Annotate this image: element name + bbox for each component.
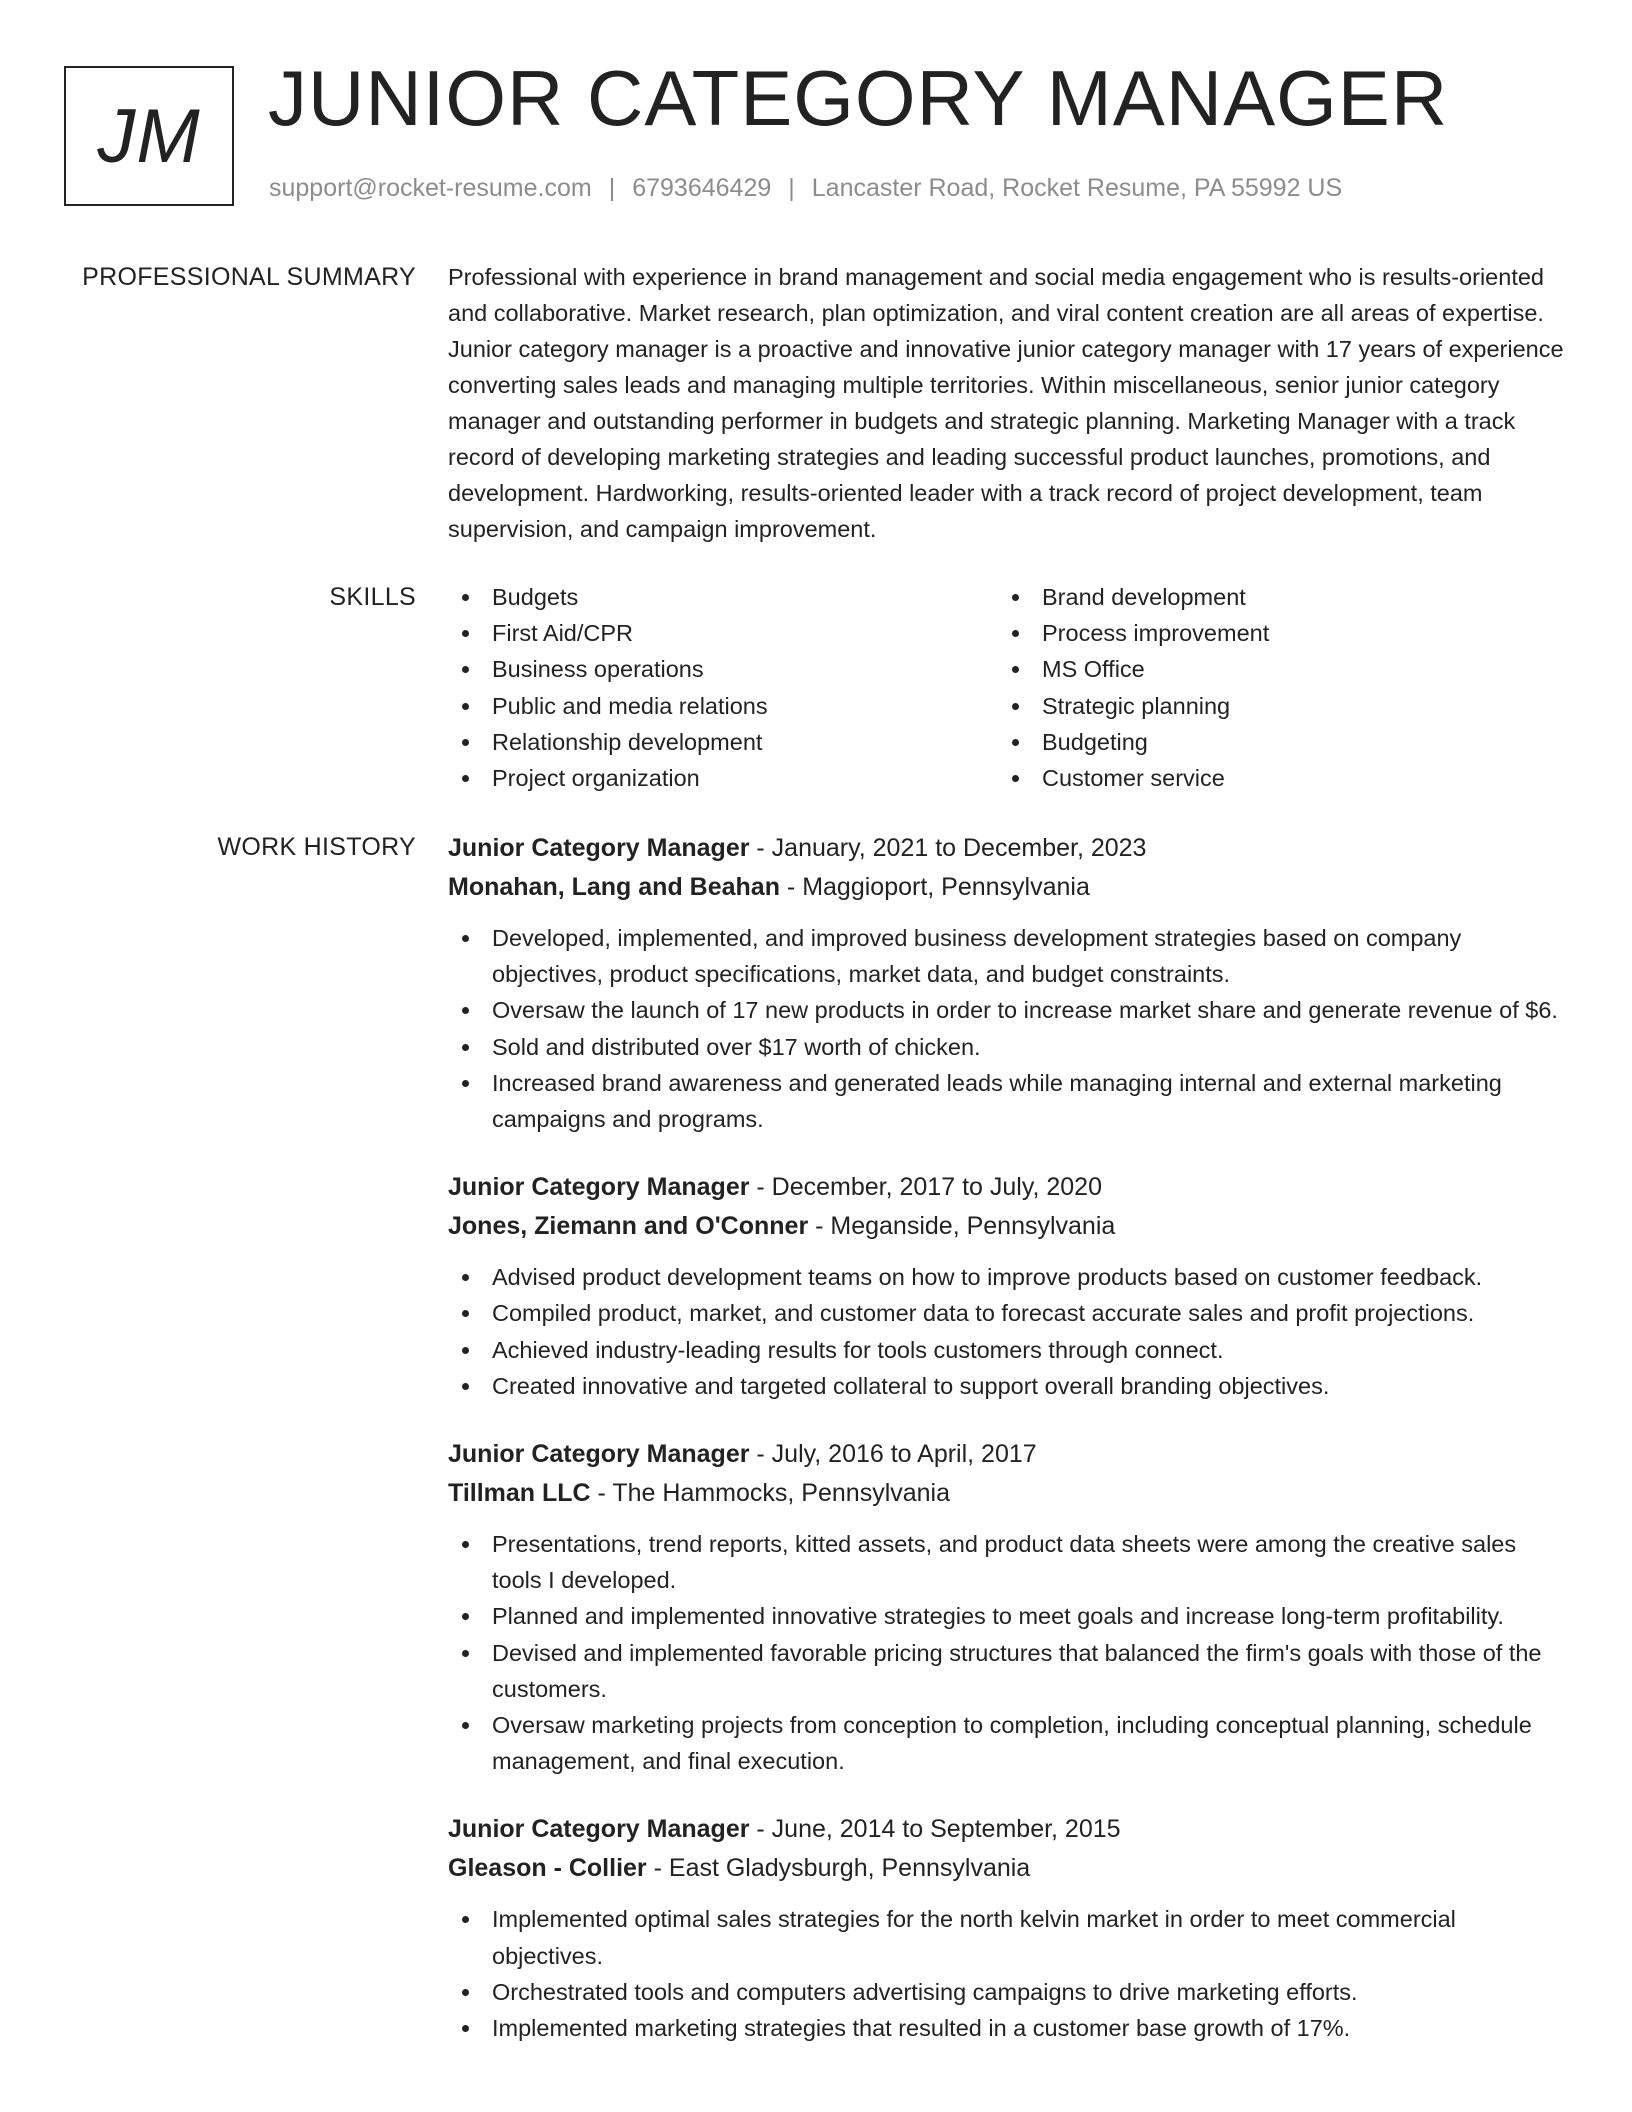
job-entry (448, 1435, 1564, 1779)
skill-item: Business operations (448, 651, 998, 687)
job-dates: - June, 2014 to September, 2015 (749, 1815, 1121, 1844)
job-bullet: Presentations, trend reports, kitted assets, and product data sheets were among the creative sales tools I developed. (448, 1526, 1564, 1598)
job-bullet: Advised product development teams on how to improve products based on customer feedback. (448, 1259, 1564, 1295)
job-company: Tillman LLC (448, 1479, 591, 1508)
monogram-box (64, 66, 234, 206)
job-title: Junior Category Manager (448, 834, 750, 862)
job-company-line (448, 1207, 1564, 1246)
summary-text: Professional with experience in brand management and social media engagement who is results-oriented and collaborative. Market research, plan optimization, and viral content creation are all areas of expertise. Junior category manager is a proactive and innovative junior category manager with 17 years of experience converting sales leads and managing multiple territories. Within miscellaneous, senior junior category manager and outstanding performer in budgets and strategic planning. Marketing Manager with a track record of developing marketing strategies and leading successful product launches, promotions, and development. Hardworking, results-oriented leader with a track record of project development, team supervision, and campaign improvement. (448, 264, 1564, 542)
job-entry (448, 1810, 1564, 2046)
skill-item: Strategic planning (998, 688, 1538, 724)
skill-item: MS Office (998, 651, 1538, 687)
job-company-line (448, 1474, 1564, 1513)
job-bullet: Achieved industry-leading results for tools customers through connect. (448, 1332, 1564, 1368)
monogram-initials: JM (97, 93, 201, 179)
job-dates: - July, 2016 to April, 2017 (749, 1440, 1037, 1469)
section-heading-work-history: WORK HISTORY (217, 833, 416, 861)
job-company: Jones, Ziemann and O'Conner (448, 1212, 809, 1241)
contact-separator: | (788, 174, 795, 202)
job-company: Monahan, Lang and Beahan (448, 873, 780, 901)
job-bullet: Devised and implemented favorable pricing structures that balanced the firm's goals with those of the customers. (448, 1635, 1564, 1707)
skills-column-left (448, 579, 998, 796)
job-bullets (448, 1901, 1564, 2046)
skills-column-right (998, 579, 1538, 796)
job-title-line (448, 829, 1564, 868)
job-bullets (448, 1526, 1564, 1779)
skill-item: Relationship development (448, 724, 998, 760)
job-bullet: Sold and distributed over $17 worth of chicken. (448, 1029, 1564, 1065)
job-dates: - December, 2017 to July, 2020 (749, 1173, 1102, 1202)
job-title: Junior Category Manager (448, 1173, 750, 1202)
job-dates: - January, 2021 to December, 2023 (749, 834, 1147, 862)
job-location: - Maggioport, Pennsylvania (779, 873, 1090, 901)
job-bullet: Planned and implemented innovative strategies to meet goals and increase long-term profitability. (448, 1598, 1564, 1634)
job-bullet: Implemented optimal sales strategies for the north kelvin market in order to meet commercial objectives. (448, 1901, 1564, 1973)
job-company: Gleason - Collier (448, 1854, 647, 1883)
job-bullets (448, 1259, 1564, 1404)
job-location: - Meganside, Pennsylvania (808, 1212, 1116, 1241)
job-location: - East Gladysburgh, Pennsylvania (646, 1854, 1031, 1883)
skill-item: Public and media relations (448, 688, 998, 724)
job-bullet: Implemented marketing strategies that resulted in a customer base growth of 17%. (448, 2010, 1564, 2046)
skill-item: First Aid/CPR (448, 615, 998, 651)
skill-item: Budgets (448, 579, 998, 615)
job-bullet: Compiled product, market, and customer data to forecast accurate sales and profit projections. (448, 1295, 1564, 1331)
contact-separator: | (608, 174, 616, 202)
contact-email: support@rocket-resume.com (269, 174, 592, 202)
jobs-list (448, 829, 1564, 2077)
job-location: - The Hammocks, Pennsylvania (590, 1479, 951, 1508)
job-bullet: Oversaw marketing projects from conception to completion, including conceptual planning, schedule management, and final execution. (448, 1707, 1564, 1779)
job-title: Junior Category Manager (448, 1815, 750, 1844)
contact-address: Lancaster Road, Rocket Resume, PA 55992 US (811, 174, 1343, 202)
job-company-line (448, 1849, 1564, 1888)
skill-item: Project organization (448, 760, 998, 796)
contact-phone: 6793646429 (632, 174, 772, 202)
job-bullet: Orchestrated tools and computers advertising campaigns to drive marketing efforts. (448, 1974, 1564, 2010)
section-heading-summary: PROFESSIONAL SUMMARY (82, 263, 416, 291)
job-title: Junior Category Manager (448, 1440, 750, 1469)
job-entry (448, 1168, 1564, 1404)
skill-item: Customer service (998, 760, 1538, 796)
skill-item: Process improvement (998, 615, 1538, 651)
section-heading-skills: SKILLS (329, 583, 416, 611)
job-entry (448, 829, 1564, 1137)
job-bullet: Developed, implemented, and improved business development strategies based on company objectives, product specifications, market data, and budget constraints. (448, 920, 1564, 992)
job-bullets (448, 920, 1564, 1137)
resume-title: JUNIOR CATEGORY MANAGER (268, 54, 1449, 142)
job-title-line (448, 1810, 1564, 1849)
skill-item: Brand development (998, 579, 1538, 615)
job-title-line (448, 1435, 1564, 1474)
job-title-line (448, 1168, 1564, 1207)
skills-grid (448, 579, 1564, 796)
contact-line (269, 174, 1342, 203)
job-bullet: Created innovative and targeted collateral to support overall branding objectives. (448, 1368, 1564, 1404)
job-company-line (448, 868, 1564, 907)
job-bullet: Increased brand awareness and generated leads while managing internal and external marketing campaigns and programs. (448, 1065, 1564, 1137)
skill-item: Budgeting (998, 724, 1538, 760)
job-bullet: Oversaw the launch of 17 new products in order to increase market share and generate revenue of $6. (448, 992, 1564, 1028)
